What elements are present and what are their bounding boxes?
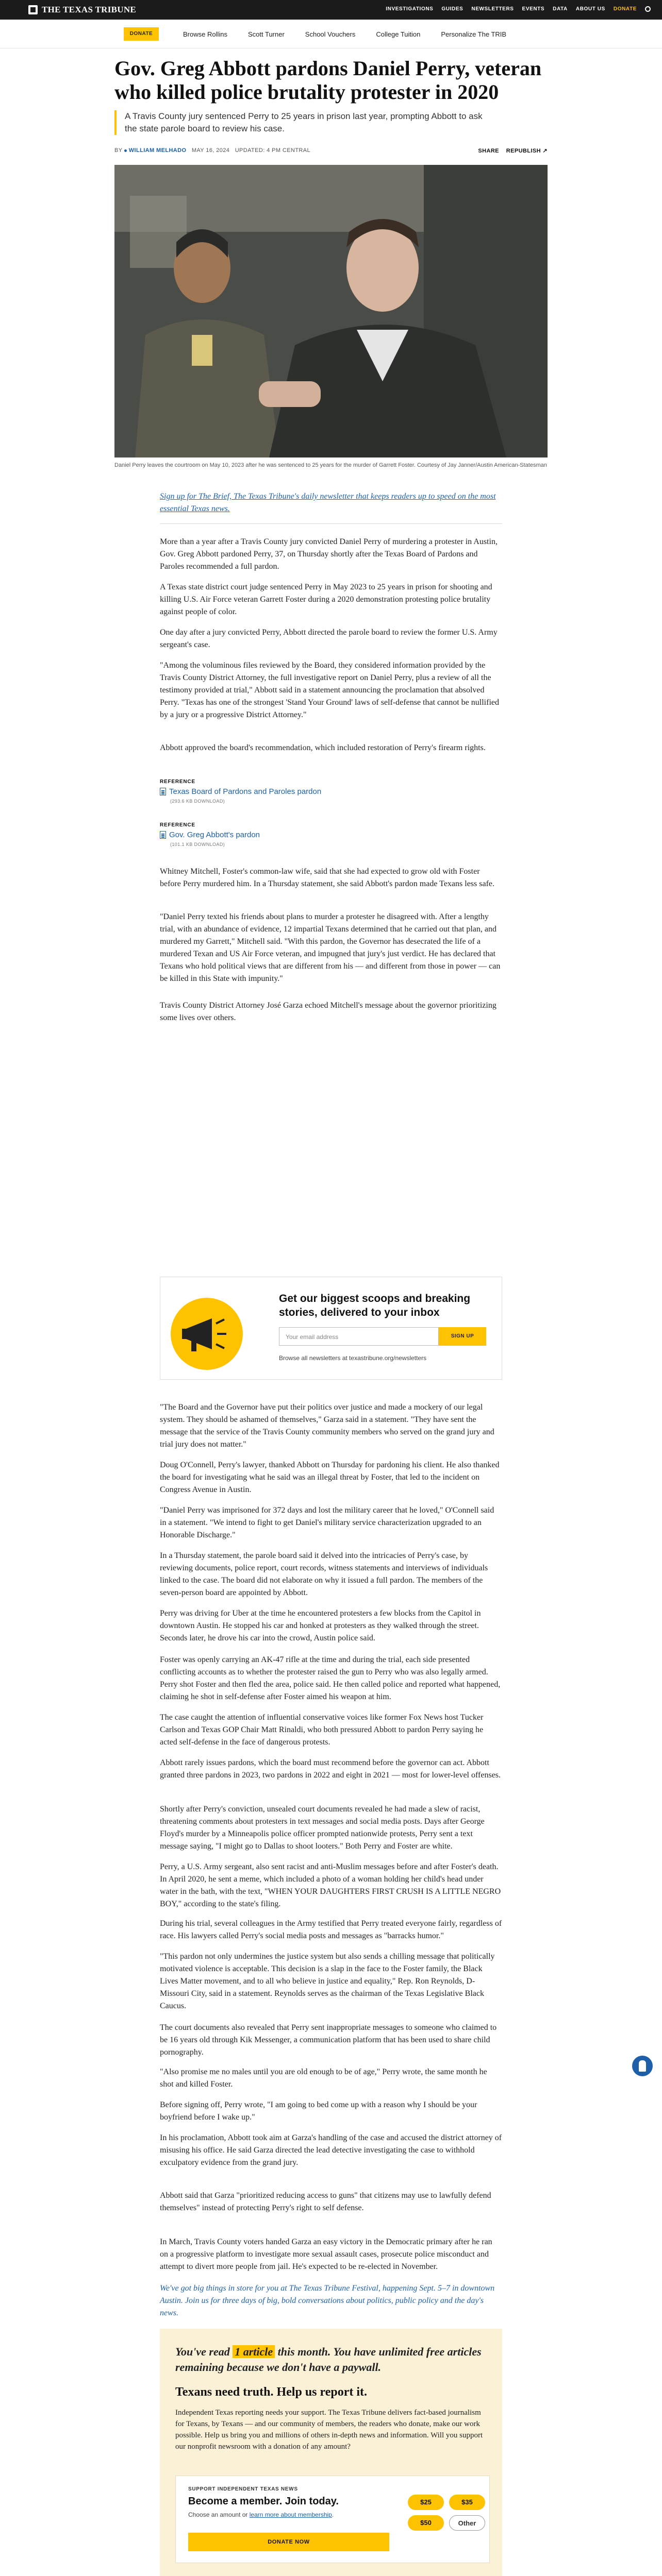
paragraph: Foster was openly carrying an AK-47 rifle at the time and during the trial, each side presented conflicting accounts as to whether the protester raised the gun to Perry who was also legally armed. Perry shot Foster and then fled the area, police said. He then called police and reported what happened, claiming he shot in self-defense after Foster aimed his weapon at him.	[160, 1655, 501, 1701]
reference-meta: (101.1 KB DOWNLOAD)	[170, 842, 225, 847]
reference-label: REFERENCE	[160, 822, 195, 828]
paragraph: "This pardon not only undermines the justice system but also sends a chilling message that politically motivated violence is acceptable. This decision is a slap in the face to the Foster family, the Black Lives Matter movement, and to all who believe in justice and equality," Rep. Ron Reynolds, D-Missouri City, said in a statement. Reynolds serves as the chairman of the Texas Legislative Black Caucus.	[160, 1952, 495, 2010]
nav-about[interactable]: ABOUT US	[575, 6, 605, 12]
newsletter-promo[interactable]: Sign up for The Brief, The Texas Tribune's daily newsletter that keeps readers up to speed on the most essential Texas news.	[160, 492, 496, 513]
nav-events[interactable]: EVENTS	[522, 6, 545, 12]
paragraph: A Texas state district court judge sentenced Perry in May 2023 to 25 years in prison for shooting and killing U.S. Air Force veteran Garrett Foster during a 2020 demonstration protesting police brutality against people of color.	[160, 583, 492, 616]
nav-data[interactable]: DATA	[553, 6, 568, 12]
topic-link[interactable]: Scott Turner	[247, 30, 285, 38]
top-nav	[386, 6, 651, 12]
amount-option[interactable]: $25	[408, 2495, 444, 2510]
paragraph: Abbott said that Garza "prioritized reducing access to guns" that citizens may use to lawfully defend themselves" instead of protecting Perry's right to self defense.	[160, 2191, 491, 2212]
paragraph: In March, Travis County voters handed Garza an easy victory in the Democratic primary after he ran on a progressive platform to investigate more sexual assault cases, prosecute police misconduct and attempt to divert more people from jail. He's expected to be re-elected in November.	[160, 2238, 492, 2271]
paragraph: "Daniel Perry texted his friends about plans to murder a protester he disagreed with. After a lengthy trial, with an abundance of evidence, 12 impartial Texans determined that he carried out that plan, and murdered my Garrett," Mitchell said. "With this pardon, the Governor has desecrated the life of a murdered Texan and US Air Force veteran, and impugned that jury's just verdict. He has declared that Texans who hold political views that are different from his — and different from those in power — can be killed in this State with impunity."	[160, 912, 501, 983]
paragraph: More than a year after a Travis County jury convicted Daniel Perry of murdering a protester in Austin, Gov. Greg Abbott pardoned Perry, 37, on Thursday shortly after the Texas Board of Pardons and Paroles recommended a full pardon.	[160, 537, 498, 571]
membership-link[interactable]: learn more about membership	[249, 2511, 332, 2518]
document-icon	[160, 788, 166, 795]
paragraph: One day after a jury convicted Perry, Abbott directed the parole board to review the former U.S. Army sergeant's case.	[160, 628, 498, 649]
paragraph: In his proclamation, Abbott took aim at Garza's handling of the case and accused the district attorney of misusing his office. He said Garza directed the lead detective investigating the case to withhold exculpatory evidence from the grand jury.	[160, 2133, 502, 2167]
newsletter-title: Get our biggest scoops and breaking stories, delivered to your inbox	[279, 1293, 471, 1318]
paragraph: During his trial, several colleagues in the Army testified that Perry treated everyone fairly, regardless of race. His lawyers called Perry's social media posts and messages as "barracks humor."	[160, 1919, 502, 1940]
republish-button[interactable]: REPUBLISH	[506, 148, 541, 154]
nav-investigations[interactable]: INVESTIGATIONS	[386, 6, 434, 12]
appeal-text: Independent Texas reporting needs your support. The Texas Tribune delivers fact-based journalism for Texans, by Texans — and our community of members, the readers who donate, make our work possible. Help us bring you and millions of others in-depth news and information. Will you support our nonprofit newsroom with a donation of any amount?	[175, 2409, 483, 2451]
paragraph: "Also promise me no males until you are old enough to be of age," Perry wrote, the same month he shot and killed Foster.	[160, 2067, 487, 2089]
newsletter-signup-box	[160, 1277, 502, 1380]
paragraph: Shortly after Perry's conviction, unsealed court documents revealed he had made a slew of racist, threatening comments about protesters in text messages and social media posts. Days after George Floyd's murder by a Minneapolis police officer prompted nationwide protests, Perry sent a text message saying, "I might go to Dallas to shoot looters." Both Perry and Foster are white.	[160, 1805, 485, 1851]
membership-appeal	[160, 2329, 502, 2576]
author-link[interactable]: WILLIAM MELHADO	[128, 147, 187, 154]
divider	[160, 523, 502, 524]
donation-title: Become a member. Join today.	[188, 2496, 339, 2507]
top-bar	[0, 0, 662, 20]
donation-sub: Choose an amount or learn more about membership.	[188, 2511, 334, 2518]
paragraph: Perry, a U.S. Army sergeant, also sent racist and anti-Muslim messages before and after Foster's death. In April 2020, he sent a meme, which included a photo of a woman holding her child's head under water in the bath, with the text, "WHEN YOUR DAUGHTERS FIRST CRUSH IS A LITTLE NEGRO BOY," according to the state's filing.	[160, 1862, 501, 1908]
hero-photo	[114, 165, 548, 457]
donate-now-button[interactable]: DONATE NOW	[188, 2533, 389, 2551]
topic-link[interactable]: College Tuition	[376, 30, 421, 38]
logo-text: THE TEXAS TRIBUNE	[42, 5, 137, 14]
topic-link[interactable]: Personalize The TRIB	[441, 30, 507, 38]
festival-promo[interactable]: We've got big things in store for you at The Texas Tribune Festival, happening Sept. 5–7 in downtown Austin. Join us for three days of big, bold conversations about politics, public policy and the day's news.	[160, 2284, 495, 2317]
paragraph: Doug O'Connell, Perry's lawyer, thanked Abbott on Thursday for pardoning his client. He also thanked the board for investigating what he said was an illegal threat by Foster, that led to the incident on Congress Avenue in Austin.	[160, 1461, 500, 1494]
donation-kicker: SUPPORT INDEPENDENT TEXAS NEWS	[188, 2486, 298, 2492]
nav-donate[interactable]: DONATE	[613, 6, 637, 12]
amount-option[interactable]: $35	[449, 2495, 485, 2510]
reference-meta: (293.6 KB DOWNLOAD)	[170, 799, 225, 804]
appeal-subhead: Texans need truth. Help us report it.	[175, 2385, 368, 2399]
paragraph: Before signing off, Perry wrote, "I am going to bed come up with a reason why I should be your boyfriend before I wake up."	[160, 2100, 477, 2122]
topic-links	[183, 30, 506, 38]
share-tools: SHARE REPUBLISH ↗	[478, 148, 548, 154]
paragraph: Abbott approved the board's recommendation, which included restoration of Perry's firearm rights.	[160, 743, 486, 752]
topic-link[interactable]: Browse Rollins	[183, 30, 227, 38]
reference-label: REFERENCE	[160, 779, 195, 785]
paragraph: The court documents also revealed that Perry sent inappropriate messages to someone who claimed to be 16 years old through Kik Messenger, a communication platform that has been used to share child pornography.	[160, 2023, 497, 2057]
appeal-headline: You've read 1 article this month. You have unlimited free articles remaining because we don't have a paywall.	[175, 2345, 482, 2374]
logo-mark-icon	[28, 5, 38, 14]
author-dot-icon	[124, 149, 127, 152]
byline	[114, 147, 548, 154]
nav-newsletters[interactable]: NEWSLETTERS	[471, 6, 514, 12]
donation-card	[175, 2476, 490, 2563]
courtroom-photo	[114, 165, 548, 457]
site-logo[interactable]	[28, 5, 136, 15]
email-input[interactable]: Your email address	[279, 1327, 439, 1346]
search-icon[interactable]	[645, 6, 651, 12]
photo-caption: Daniel Perry leaves the courtroom on May 10, 2023 after he was sentenced to 25 years for the murder of Garrett Foster. Courtesy of Jay Janner/Austin American-Statesman	[114, 462, 547, 468]
topic-link[interactable]: School Vouchers	[305, 30, 356, 38]
share-button[interactable]: SHARE	[478, 148, 499, 154]
document-icon	[160, 831, 166, 839]
paragraph: The case caught the attention of influential conservative voices like former Fox News host Tucker Carlson and Texas GOP Chair Matt Rinaldi, who both pressured Abbott to pardon Perry saying he acted self-defense in the face of dangerous protests.	[160, 1713, 484, 1747]
paragraph: "The Board and the Governor have put their politics over justice and made a mockery of our legal system. They should be ashamed of themselves," Garza said in a statement. "They have sent the message that the service of the Travis County community members who served on the grand jury and trial jury does not matter."	[160, 1403, 494, 1449]
paragraph: Travis County District Attorney José Garza echoed Mitchell's message about the governor prioritizing some lives over others.	[160, 1001, 496, 1022]
amount-option[interactable]: Other	[449, 2515, 485, 2531]
nav-guides[interactable]: GUIDES	[441, 6, 464, 12]
paragraph: In a Thursday statement, the parole board said it delved into the intricacies of Perry's case, by reviewing documents, police report, court records, witness statements and interviews of individuals linked to the case. The board did not elaborate on why it issued a full pardon. The members of the seven-person board are appointed by Abbott.	[160, 1551, 488, 1597]
megaphone-icon	[171, 1298, 243, 1370]
signup-button[interactable]: SIGN UP	[439, 1327, 486, 1346]
byline-prefix: BY	[114, 147, 123, 154]
article-dek: A Travis County jury sentenced Perry to 25 years in prison last year, prompting Abbott to ask the state parole board to review his case.	[114, 110, 486, 135]
reference-link[interactable]: Texas Board of Pardons and Paroles pardon	[160, 787, 321, 796]
browse-newsletters-link[interactable]: Browse all newsletters at texastribune.org/newsletters	[279, 1354, 427, 1362]
accessibility-icon[interactable]	[632, 2056, 653, 2076]
updated-time: UPDATED: 4 PM CENTRAL	[235, 147, 311, 154]
paragraph: "Among the voluminous files reviewed by the Board, they considered information provided by the Travis County District Attorney, the full investigative report on Daniel Perry, plus a review of all the testimony provided at trial," Abbott said in a statement announcing the proclamation that absolved Perry. "Texas has one of the strongest 'Stand Your Ground' laws of self-defense that cannot be nullified by a jury or a progressive District Attorney."	[160, 661, 499, 719]
paragraph: Abbott rarely issues pardons, which the board must recommend before the governor can act. Abbott granted three pardons in 2023, two pardons in 2022 and eight in 2021 — most for lower-level offenses.	[160, 1758, 501, 1780]
secondary-nav	[0, 20, 662, 48]
donate-button[interactable]: DONATE	[124, 27, 159, 41]
paragraph: Whitney Mitchell, Foster's common-law wife, said that she had expected to grow old with Foster before Perry murdered him. In a Thursday statement, she said Abbott's pardon made Texans less safe.	[160, 867, 494, 888]
paragraph: Perry was driving for Uber at the time he encountered protesters a few blocks from the Capitol in downtown Austin. He stopped his car and honked at protesters as they walked through the street. Seconds later, he drove his car into the crowd, Austin police said.	[160, 1609, 481, 1642]
paragraph: "Daniel Perry was imprisoned for 372 days and lost the military career that he loved," O'Connell said in a statement. "We intend to fight to get Daniel's military service characterization upgraded to an Honorable Discharge."	[160, 1506, 494, 1539]
amount-option[interactable]: $50	[408, 2515, 444, 2531]
article-headline: Gov. Greg Abbott pardons Daniel Perry, veteran who killed police brutality protester in 2020	[114, 57, 542, 104]
publish-date: MAY 16, 2024	[191, 147, 230, 154]
reference-link[interactable]: Gov. Greg Abbott's pardon	[160, 831, 260, 839]
